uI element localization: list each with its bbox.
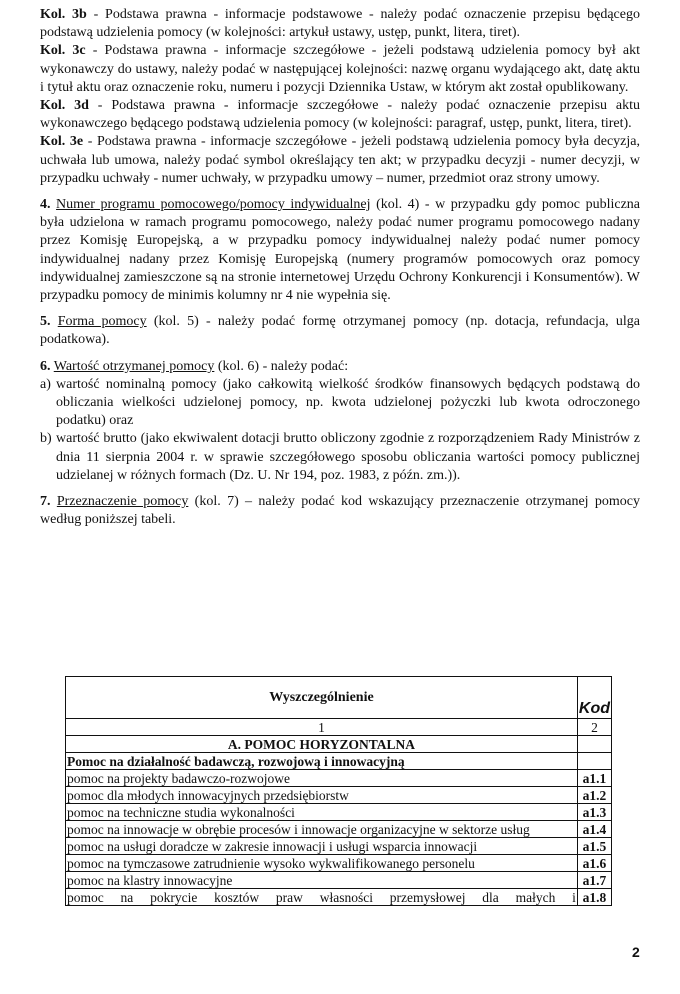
p7-title: Przeznaczenie pomocy xyxy=(56,494,189,510)
p7-number: 7. xyxy=(40,494,51,510)
list-item-a-text: wartość nominalną pomocy (jako całkowitą wielkość środków finansowych będących podstawą do obliczania wielkości udzielonej pomocy, np. kwota udzielonej pożyczki lub kwota odroczonego podatku) oraz xyxy=(56,376,640,429)
p6-text: (kol. 6) - należy podać: xyxy=(214,358,349,374)
paragraph-kol-3b xyxy=(40,6,640,42)
paragraph-kol-3e xyxy=(40,133,640,188)
p4-text: (kol. 4) - w przypadku gdy pomoc publiczna była udzielona w ramach programu pomocowego, należy podać numer programu pomocowego nadany przez Komisję Europejską, a w przypadku pomocy indywidualnej należy podać numer pomocy indywidualnej nadany przez Komisję Europejską (numery programów pomocowych oraz pomocy indywidualnej zamieszczone są na stronie internetowej Urzędu Ochrony Konkurencji i Konsumentów). W przypadku pomocy de minimis kolumny nr 4 nie wypełnia się. xyxy=(40,197,640,304)
paragraph-5 xyxy=(40,313,640,349)
table-row xyxy=(66,889,612,906)
table-section-row xyxy=(66,736,612,753)
kol-3b-label: Kol. 3b xyxy=(40,7,87,22)
list-item-b xyxy=(40,430,640,485)
paragraph-4 xyxy=(40,196,640,305)
p7-text: (kol. 7) – należy podać kod wskazujący przeznaczenie otrzymanej pomocy według poniższej tabeli. xyxy=(40,494,641,528)
list-item-b-text: wartość brutto (jako ekwiwalent dotacji brutto obliczony zgodnie z rozporządzeniem Rady Ministrów z dnia 11 sierpnia 2004 r. w sprawie szczegółowego sposobu obliczania wartości pomocy publicznej udzielanej w różnych formach (Dz. U. Nr 194, poz. 1983, z późn. zm.)). xyxy=(56,431,640,483)
table-row xyxy=(66,804,612,821)
page-number: 2 xyxy=(632,944,640,960)
kol-3e-label: Kol. 3e xyxy=(40,134,84,150)
purpose-code-table xyxy=(65,676,612,906)
kol-3c-text: - Podstawa prawna - informacje szczegółowe - jeżeli podstawą udzielenia pomocy był akt wykonawczy do ustawy, należy podać w następującej kolejności: nazwę organu wydającego akt, datę aktu i tytuł aktu oraz oznaczenie roku, numeru i pozycji Dziennika Ustaw, w którym akt został opublikowany. xyxy=(40,43,641,95)
column-number-2: 2 xyxy=(577,719,611,736)
section-title: A. POMOC HORYZONTALNA xyxy=(66,736,578,753)
row-description: pomoc na pokrycie kosztów praw własności przemysłowej dla małych i xyxy=(67,889,576,905)
p5-title: Forma pomocy xyxy=(57,314,147,330)
table-row xyxy=(66,872,612,889)
row-code: a1.7 xyxy=(577,872,611,889)
kol-3d-label: Kol. 3d xyxy=(40,98,89,114)
header-description: Wyszczególnienie xyxy=(66,677,578,719)
table-row xyxy=(66,838,612,855)
row-code: a1.2 xyxy=(577,787,611,804)
row-description: pomoc dla młodych innowacyjnych przedsiębiorstw xyxy=(66,787,578,804)
row-code: a1.5 xyxy=(577,838,611,855)
header-code: Kod xyxy=(577,677,611,719)
row-description: pomoc na klastry innowacyjne xyxy=(66,872,578,889)
paragraph-6 xyxy=(40,358,640,376)
table-group-row xyxy=(66,753,612,770)
row-code: a1.4 xyxy=(577,821,611,838)
group-title: Pomoc na działalność badawczą, rozwojową i innowacyjną xyxy=(66,753,578,770)
section-code-cell xyxy=(577,736,611,753)
kol-3e-text: - Podstawa prawna - informacje szczegółowe - jeżeli podstawą udzielenia pomocy była decyzja, uchwała lub umowa, należy podać symbol określający ten akt; w przypadku decyzji - numer decyzji, w przypadku uchwały - numer uchwały, w przypadku umowy – numer, przedmiot oraz strony umowy. xyxy=(40,134,640,186)
row-code: a1.8 xyxy=(577,889,611,906)
row-description: pomoc na innowacje w obrębie procesów i innowacje organizacyjne w sektorze usług xyxy=(66,821,578,838)
kol-3d-text: - Podstawa prawna - informacje szczegółowe - należy podać oznaczenie przepisu aktu wykonawczego będącego podstawą udzielenia pomocy (w kolejności: paragraf, ustęp, punkt, litera, tiret). xyxy=(40,98,640,132)
row-code: a1.6 xyxy=(577,855,611,872)
list-item-a xyxy=(40,376,640,431)
paragraph-kol-3d xyxy=(40,97,640,133)
p6-title: Wartość otrzymanej pomocy xyxy=(53,358,215,374)
row-description: pomoc na projekty badawczo-rozwojowe xyxy=(66,770,578,787)
p4-number: 4. xyxy=(40,197,51,213)
kol-3b-text: - Podstawa prawna - informacje podstawowe - należy podać oznaczenie przepisu będącego podstawą udzielenia pomocy (w kolejności: artykuł ustawy, ustęp, punkt, litera, tiret). xyxy=(40,7,640,41)
p5-text: (kol. 5) - należy podać formę otrzymanej pomocy (np. dotacja, refundacja, ulga podatkowa). xyxy=(40,314,640,348)
document-body xyxy=(40,6,640,529)
row-description: pomoc na tymczasowe zatrudnienie wysoko wykwalifikowanego personelu xyxy=(66,855,578,872)
table-row xyxy=(66,787,612,804)
row-code: a1.3 xyxy=(577,804,611,821)
table-row xyxy=(66,855,612,872)
table-row xyxy=(66,770,612,787)
paragraph-kol-3c xyxy=(40,42,640,97)
kol-3c-label: Kol. 3c xyxy=(40,43,86,59)
paragraph-7 xyxy=(40,493,640,529)
table-header-row xyxy=(66,677,612,719)
list-item-a-label: a) xyxy=(40,376,51,392)
p5-number: 5. xyxy=(40,314,51,330)
table-number-row xyxy=(66,719,612,736)
row-code: a1.1 xyxy=(577,770,611,787)
p6-number: 6. xyxy=(40,358,51,374)
p4-title: Numer programu pomocowego/pomocy indywidualnej xyxy=(56,197,371,213)
column-number-1: 1 xyxy=(66,719,578,736)
group-code-cell xyxy=(577,753,611,770)
row-description: pomoc na techniczne studia wykonalności xyxy=(66,804,578,821)
row-description: pomoc na usługi doradcze w zakresie innowacji i usługi wsparcia innowacji xyxy=(66,838,578,855)
table-row xyxy=(66,821,612,838)
list-item-b-label: b) xyxy=(40,431,52,447)
